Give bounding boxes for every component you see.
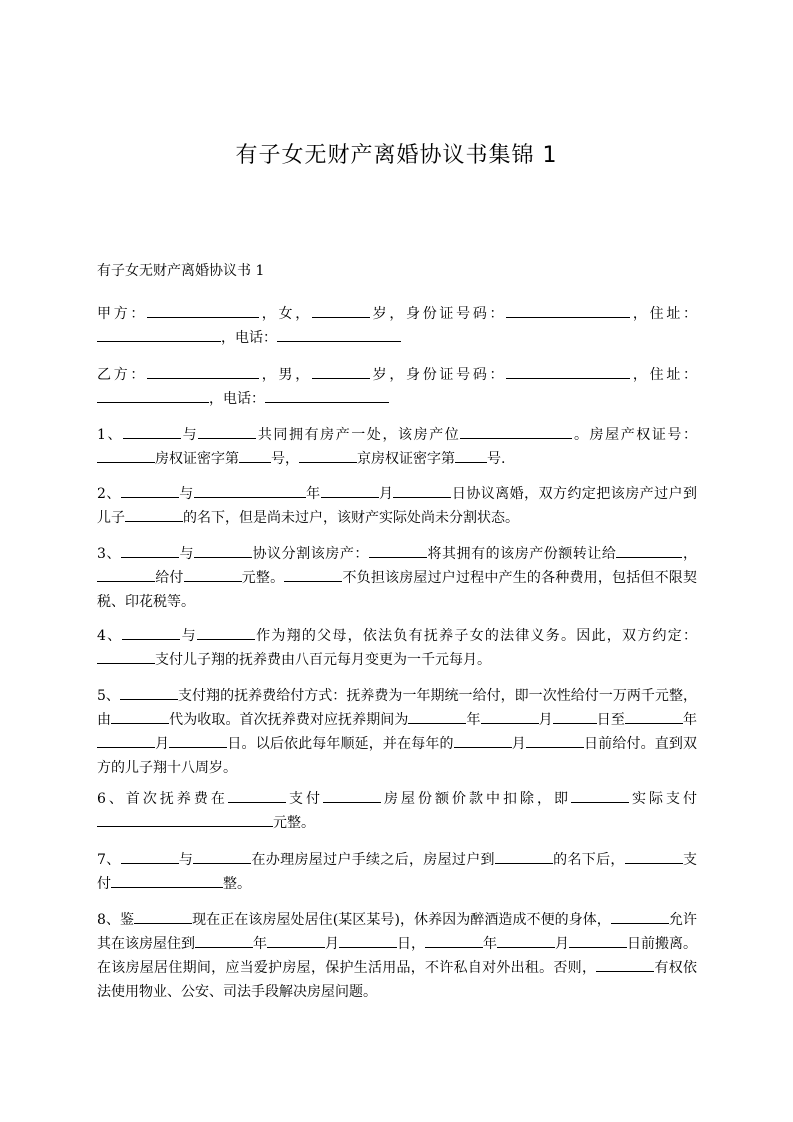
document-subtitle: 有子女无财产离婚协议书 1 [97, 263, 265, 279]
document-title: 有子女无财产离婚协议书集锦 1 [235, 143, 558, 168]
clause-text: 月 [325, 936, 339, 952]
blank [625, 708, 683, 724]
party-a-info [97, 302, 697, 350]
party-b-phone-label: ，电话： [209, 391, 265, 407]
blank [339, 932, 397, 948]
clause-5 [97, 684, 697, 780]
clause-1 [97, 423, 697, 471]
blank [299, 447, 357, 463]
clause-text: 日协议离婚，双方约定把该房产过户到儿子 [97, 486, 698, 526]
clause-text: ， [682, 546, 698, 562]
clause-number: 4、 [97, 628, 123, 644]
clause-text: 月 [155, 736, 170, 752]
clause-number: 2、 [97, 486, 121, 502]
blank [97, 811, 273, 827]
clause-text: 元整。 [273, 815, 315, 831]
party-a-name-blank [147, 302, 259, 318]
clause-text: 房屋份额价款中扣除，即 [380, 791, 572, 807]
clause-3 [97, 542, 697, 614]
blank [125, 506, 183, 522]
clause-text: 支付翔的抚养费给付方式：抚养费为一年期统一给付，即一次性给付一万两千元整，由 [97, 688, 697, 728]
blank [193, 848, 251, 864]
party-b-address-blank [97, 387, 209, 403]
clause-text: 实际支付 [629, 791, 698, 807]
blank [497, 932, 555, 948]
clause-text: 支付 [285, 791, 323, 807]
clause-text: 整。 [223, 876, 251, 892]
party-b-id-blank [506, 363, 630, 379]
party-b-info [97, 363, 697, 411]
clause-text: 月 [555, 936, 569, 952]
clause-text: 年 [305, 486, 321, 502]
blank [425, 932, 483, 948]
blank [122, 624, 180, 640]
blank [267, 932, 325, 948]
clause-text: 允许其在该房屋住到 [97, 912, 697, 952]
clause-text: 月 [538, 712, 553, 728]
blank [616, 542, 682, 558]
clause-text: 与 [181, 427, 199, 443]
clause-text: 日至 [596, 712, 625, 728]
clause-8 [97, 908, 697, 1004]
blank [111, 708, 169, 724]
blank [198, 423, 256, 439]
blank [460, 423, 572, 439]
blank [169, 732, 227, 748]
clause-text: 号， [271, 451, 299, 467]
party-b-label: 乙方： [97, 367, 148, 383]
clause-text: 首次抚养费在 [125, 791, 228, 807]
blank [571, 787, 629, 803]
clause-number: 6、 [97, 791, 126, 807]
party-a-phone-blank [277, 326, 401, 342]
blank [284, 566, 342, 582]
blank [454, 732, 512, 748]
clause-number: 3、 [97, 546, 121, 562]
party-a-address-blank [97, 326, 221, 342]
clause-text: 日。以后依此每年顺延，并在每年的 [227, 736, 454, 752]
clause-text: 日前给付。直到双方的儿子翔十八周岁。 [97, 736, 698, 776]
clause-text: 月 [378, 486, 394, 502]
party-a-address-label: ，住址： [630, 306, 698, 322]
party-b-age-label: 岁，身份证号码： [369, 367, 507, 383]
party-b-age-blank [312, 363, 370, 379]
party-b-address-label: ，住址： [630, 367, 698, 383]
party-a-age-blank [312, 302, 370, 318]
clause-text: 将其拥有的该房产份额转让给 [426, 546, 617, 562]
clause-text: 给付 [155, 570, 184, 586]
blank [97, 447, 155, 463]
party-a-gender: ，女， [259, 306, 312, 322]
blank [228, 787, 286, 803]
blank [369, 542, 427, 558]
clause-text: 支付儿子翔的抚养费由八百元每月变更为一千元每月。 [155, 652, 491, 668]
clause-text: 房权证密字第 [155, 451, 239, 467]
clause-text: 元整。 [241, 570, 285, 586]
blank [120, 684, 178, 700]
clause-text: 的名下后， [552, 852, 625, 868]
blank [393, 482, 451, 498]
blank [553, 708, 597, 724]
clause-text: 支付 [97, 852, 698, 892]
clause-text: 年 [682, 712, 698, 728]
blank [194, 482, 306, 498]
blank [323, 787, 381, 803]
blank [197, 624, 255, 640]
blank [569, 932, 627, 948]
blank [625, 848, 683, 864]
clause-text: 日前搬离。在该房屋居住期间，应当爱护房屋，保护生活用品，不许私自对外出租。否则， [97, 936, 697, 976]
clause-text: 号. [487, 451, 506, 467]
blank [526, 732, 584, 748]
blank [611, 908, 669, 924]
blank [481, 708, 539, 724]
clause-number: 8、 [97, 912, 121, 928]
party-b-phone-blank [265, 387, 389, 403]
blank [455, 447, 487, 463]
clause-text: 年 [253, 936, 267, 952]
clause-number: 5、 [97, 688, 120, 704]
clause-text: 协议分割该房产： [252, 546, 369, 562]
party-a-label: 甲方： [97, 306, 148, 322]
clause-6 [97, 787, 697, 835]
party-a-phone-label: ，电话： [221, 330, 277, 346]
clause-text: 日， [397, 936, 425, 952]
clause-text: 年 [483, 936, 497, 952]
clause-text: 京房权证密字第 [357, 451, 455, 467]
blank [121, 482, 179, 498]
blank [97, 566, 155, 582]
blank [194, 542, 252, 558]
clause-text: 不负担该房屋过户过程中产生的各种费用，包括但不限契税、印花税等。 [97, 570, 697, 610]
clause-text: 与 [178, 546, 195, 562]
clause-text: 有权依法使用物业、公安、司法手段解决房屋问题。 [97, 960, 698, 1000]
party-b-name-blank [147, 363, 259, 379]
blank [111, 872, 223, 888]
party-a-age-label: 岁，身份证号码： [369, 306, 507, 322]
clause-2 [97, 482, 697, 530]
blank [121, 848, 179, 864]
blank [184, 566, 242, 582]
clause-text: 作为翔的父母，依法负有抚养子女的法律义务。因此，双方约定： [254, 628, 698, 644]
clause-number: 7、 [97, 852, 121, 868]
clause-text: 与 [178, 486, 194, 502]
blank [596, 956, 654, 972]
clause-text: 与 [180, 628, 197, 644]
clause-text: 年 [466, 712, 481, 728]
clause-text: 在办理房屋过户手续之后，房屋过户到 [251, 852, 495, 868]
clause-7 [97, 848, 697, 896]
clause-text: 代为收取。首次抚养费对应抚养期间为 [169, 712, 409, 728]
blank [195, 932, 253, 948]
blank [239, 447, 271, 463]
party-b-gender: ，男， [259, 367, 312, 383]
blank [408, 708, 466, 724]
blank [134, 908, 192, 924]
blank [321, 482, 379, 498]
clause-4 [97, 624, 697, 672]
blank [495, 848, 553, 864]
blank [97, 732, 155, 748]
blank [123, 423, 181, 439]
party-a-id-blank [506, 302, 630, 318]
blank [121, 542, 179, 558]
clause-text: 月 [511, 736, 526, 752]
clause-text: 现在正在该房屋处居住(某区某号)，休养因为醉酒造成不便的身体， [192, 912, 611, 928]
blank [97, 648, 155, 664]
clause-number: 1、 [97, 427, 124, 443]
clause-text: 。房屋产权证号： [572, 427, 698, 443]
clause-text: 的名下，但是尚未过户，该财产实际处尚未分割状态。 [183, 510, 519, 526]
clause-text: 鉴 [120, 912, 135, 928]
clause-text: 共同拥有房产一处，该房产位 [256, 427, 461, 443]
clause-text: 与 [178, 852, 194, 868]
